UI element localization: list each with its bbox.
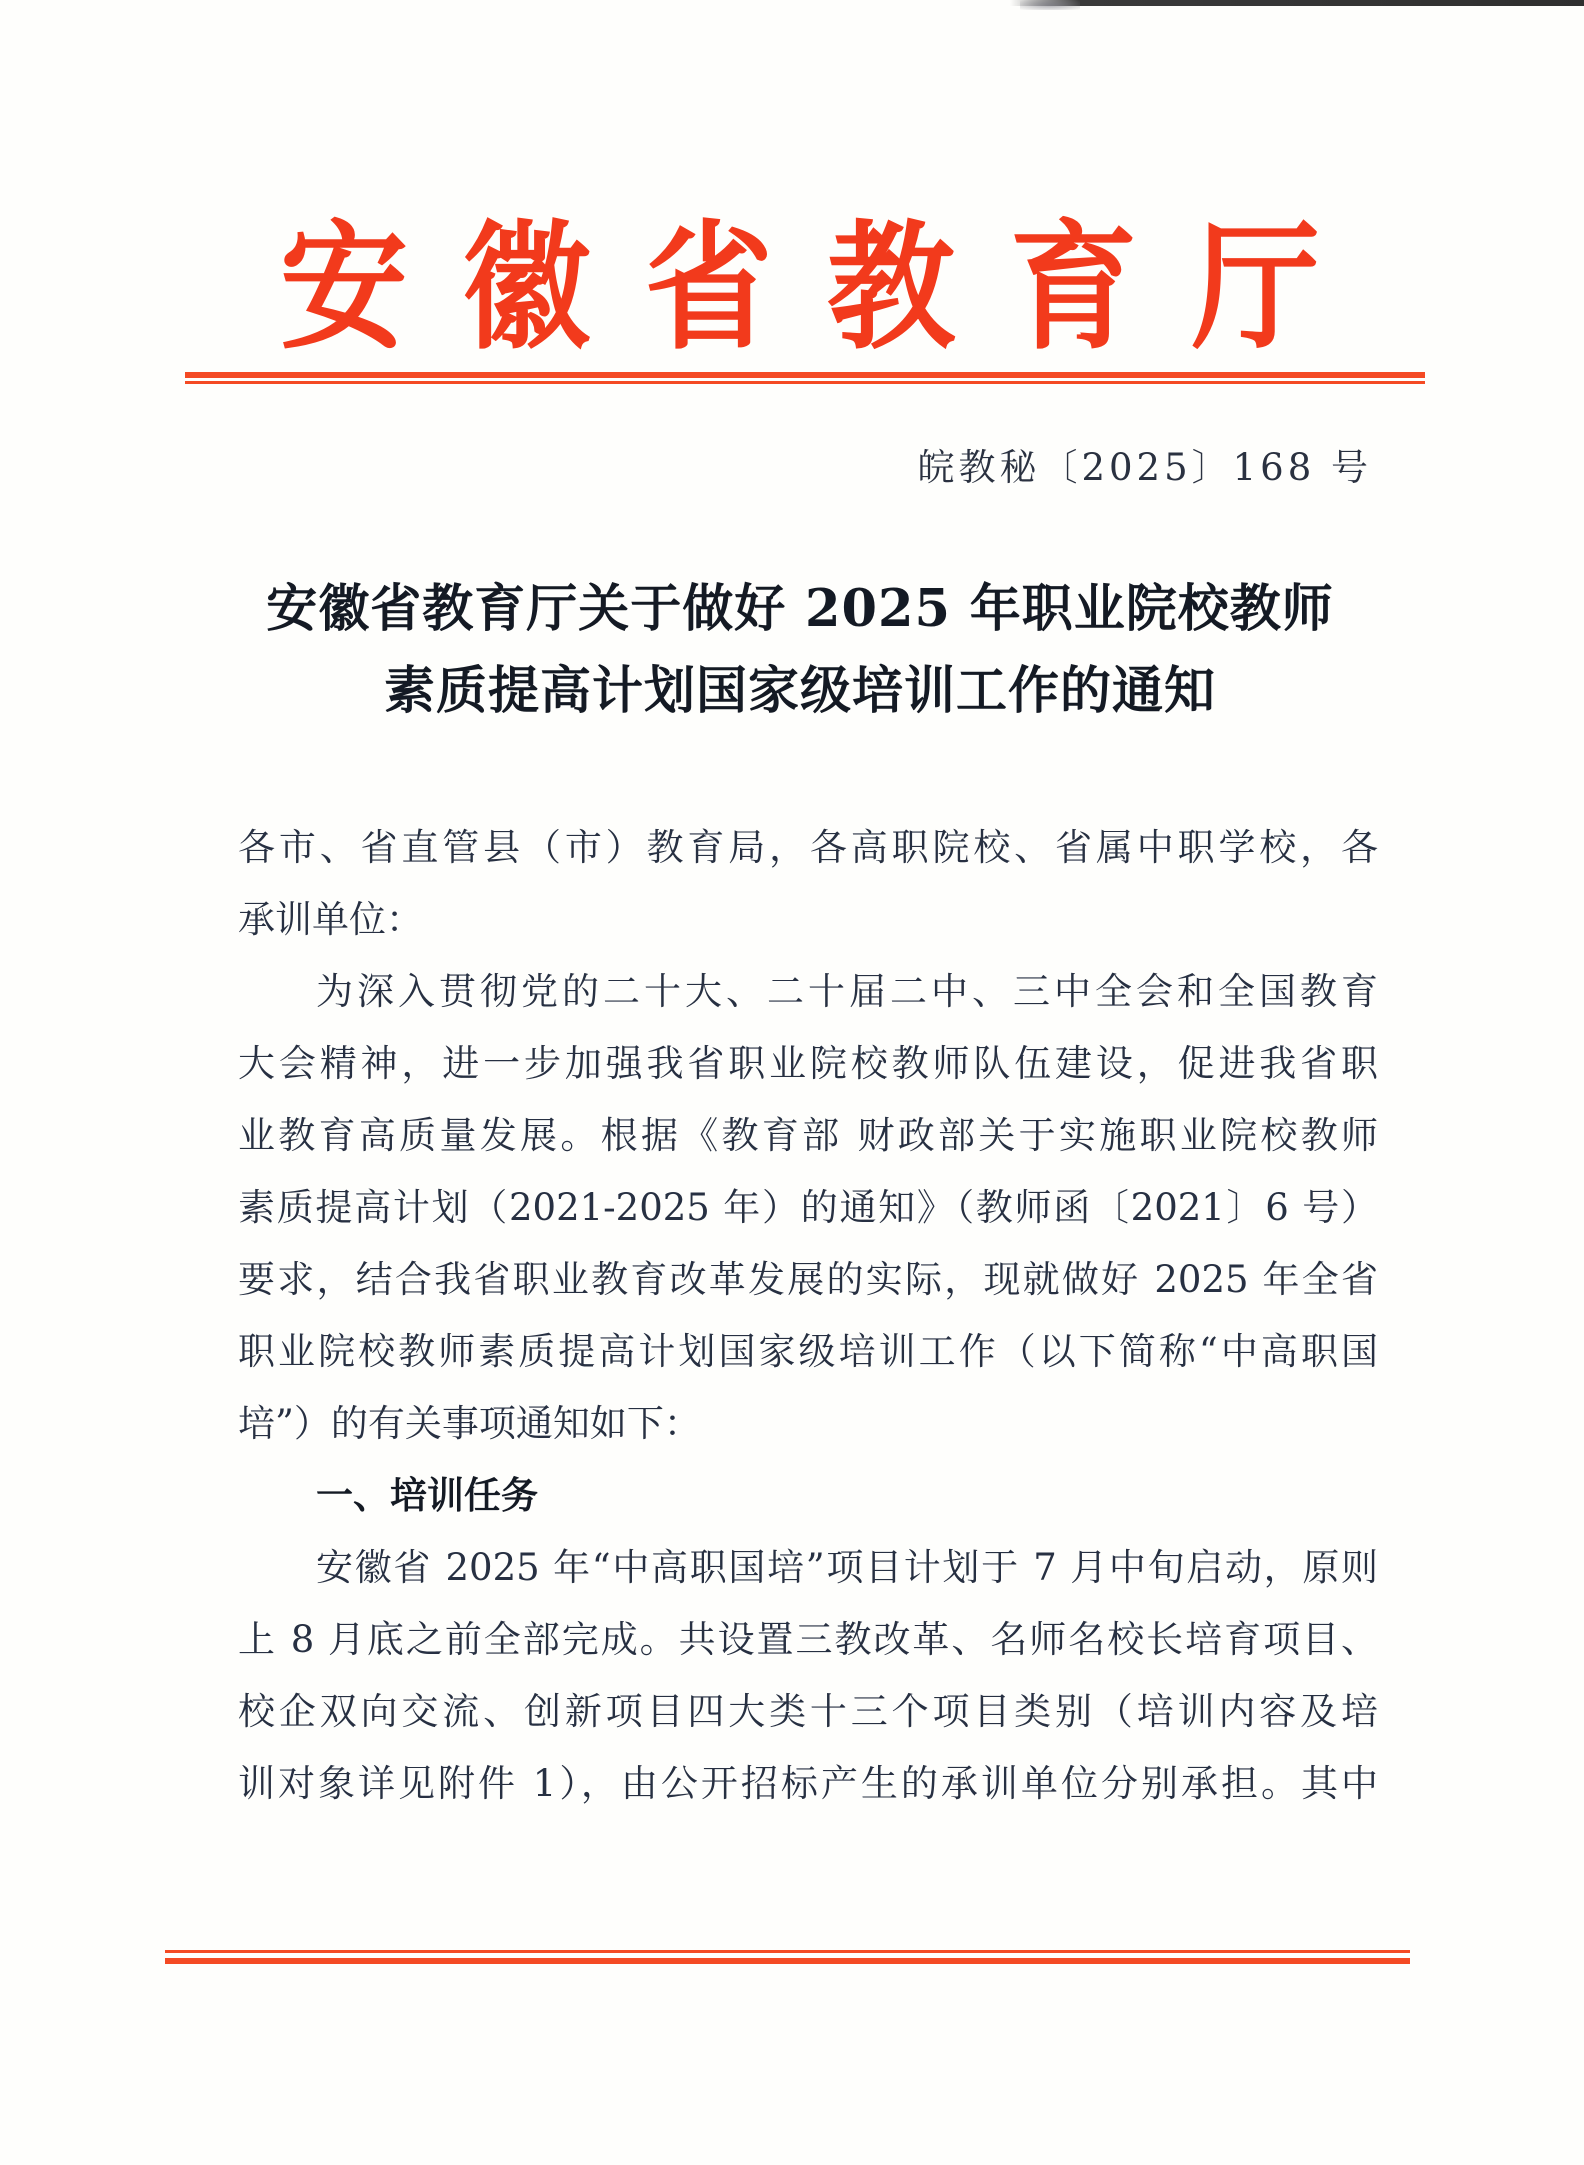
masthead-char: 安	[280, 207, 409, 369]
document-title	[200, 568, 1400, 732]
paragraph-line: 为深入贯彻党的二十大、二十届二中、三中全会和全国教育	[316, 970, 1378, 1013]
addressee	[238, 812, 1378, 956]
paragraph-line: 校企双向交流、创新项目四大类十三个项目类别（培训内容及培	[238, 1690, 1378, 1733]
paragraph-line: 培”）的有关事项通知如下：	[238, 1402, 701, 1445]
paragraph-line: 训对象详见附件 1），由公开招标产生的承训单位分别承担。其中	[238, 1762, 1378, 1805]
paragraph-line: 业教育高质量发展。根据《教育部 财政部关于实施职业院校教师	[238, 1114, 1378, 1157]
header-divider-thick	[185, 372, 1425, 378]
paragraph-line: 大会精神，进一步加强我省职业院校教师队伍建设，促进我省职	[238, 1042, 1378, 1085]
paragraph-line: 安徽省 2025 年“中高职国培”项目计划于 7 月中旬启动，原则	[316, 1546, 1378, 1589]
document-body	[238, 812, 1378, 1820]
header-divider-thin	[185, 381, 1425, 384]
addressee-line: 承训单位：	[238, 898, 423, 941]
scan-edge-shadow	[1010, 0, 1584, 6]
paragraph-line: 上 8 月底之前全部完成。共设置三教改革、名师名校长培育项目、	[238, 1618, 1378, 1661]
paragraph-line: 素质提高计划（2021-2025 年）的通知》（教师函〔2021〕6 号）	[238, 1186, 1378, 1229]
agency-masthead	[280, 207, 1320, 369]
masthead-char: 育	[1009, 207, 1138, 369]
masthead-char: 厅	[1191, 207, 1320, 369]
intro-paragraph	[238, 956, 1378, 1460]
section1-paragraph	[238, 1532, 1378, 1820]
document-number: 皖教秘〔2025〕168 号	[917, 446, 1372, 489]
addressee-line: 各市、省直管县（市）教育局，各高职院校、省属中职学校，各	[238, 826, 1378, 869]
masthead-char: 省	[644, 207, 773, 369]
masthead-char: 教	[827, 207, 956, 369]
footer-divider-thick	[165, 1958, 1410, 1964]
title-line-1: 安徽省教育厅关于做好 2025 年职业院校教师	[266, 579, 1334, 639]
paragraph-line: 要求，结合我省职业教育改革发展的实际，现就做好 2025 年全省	[238, 1258, 1378, 1301]
masthead-char: 徽	[462, 207, 591, 369]
scan-edge-smudge	[1020, 0, 1080, 10]
paragraph-line: 职业院校教师素质提高计划国家级培训工作（以下简称“中高职国	[238, 1330, 1378, 1373]
footer-divider-thin	[165, 1950, 1410, 1953]
section-heading: 一、培训任务	[316, 1474, 538, 1517]
title-line-2: 素质提高计划国家级培训工作的通知	[383, 661, 1216, 721]
